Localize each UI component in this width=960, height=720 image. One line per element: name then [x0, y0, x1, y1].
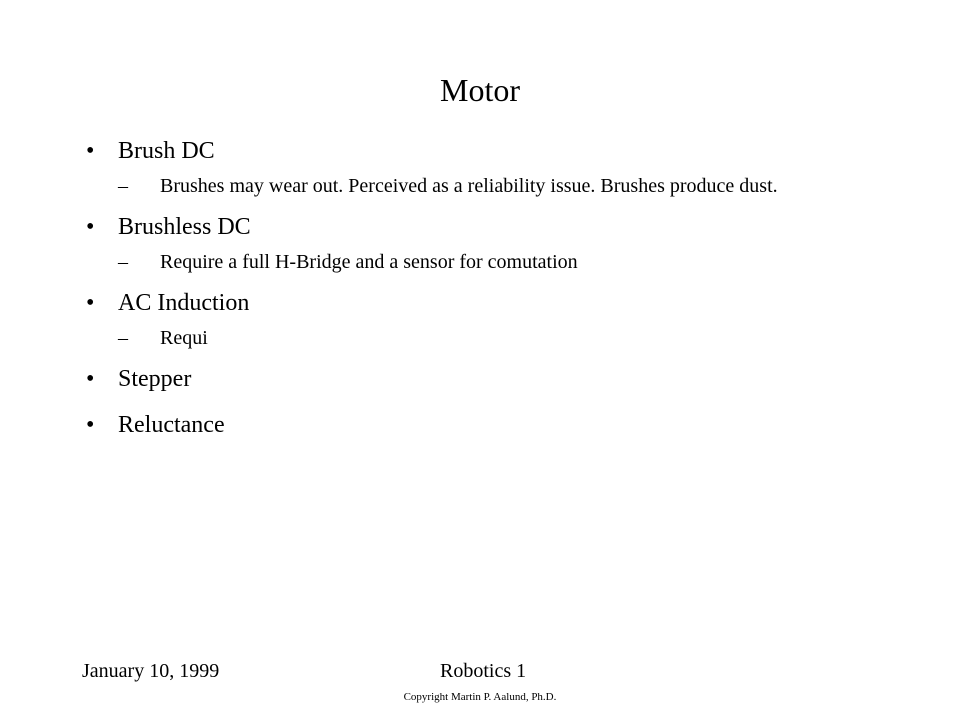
bullet-label: AC Induction	[118, 290, 250, 316]
bullet-item-stepper	[84, 361, 884, 397]
footer-copyright: Copyright Martin P. Aalund, Ph.D.	[403, 691, 557, 703]
bullet-label: Brushless DC	[118, 214, 251, 240]
bullet-item-brush-dc	[84, 133, 884, 199]
bullet-icon: •	[86, 138, 95, 164]
sub-list	[118, 173, 884, 199]
bullet-icon: •	[86, 366, 95, 392]
dash-icon: –	[118, 175, 128, 197]
bullet-icon: •	[86, 290, 95, 316]
dash-icon: –	[118, 327, 128, 349]
sub-list	[118, 325, 884, 351]
bullet-icon: •	[86, 412, 95, 438]
bullet-label: Reluctance	[118, 412, 225, 438]
bullet-item-reluctance	[84, 407, 884, 443]
sub-item	[118, 249, 860, 275]
bullet-label: Stepper	[118, 366, 192, 392]
sub-item	[118, 173, 860, 199]
sub-item	[118, 325, 860, 351]
sub-item-text: Brushes may wear out. Perceived as a reliability issue. Brushes produce dust.	[160, 175, 778, 197]
bullet-item-ac-induction	[84, 285, 884, 351]
bullet-icon: •	[86, 214, 95, 240]
footer-course: Robotics 1	[440, 660, 527, 682]
bullet-list	[84, 133, 884, 453]
slide-title: Motor	[440, 72, 520, 108]
dash-icon: –	[118, 251, 128, 273]
sub-item-text: Requi	[160, 327, 208, 349]
sub-item-text: Require a full H-Bridge and a sensor for comutation	[160, 251, 578, 273]
bullet-label: Brush DC	[118, 138, 215, 164]
bullet-item-brushless-dc	[84, 209, 884, 275]
sub-list	[118, 249, 884, 275]
footer-date: January 10, 1999	[82, 660, 220, 682]
